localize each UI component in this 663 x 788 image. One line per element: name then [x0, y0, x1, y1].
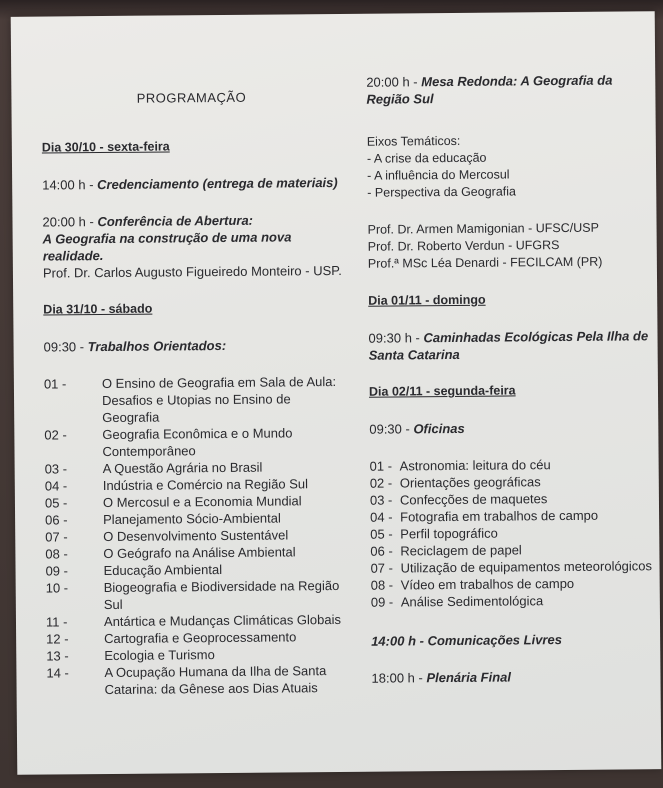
list-item: 08 - Vídeo em trabalhos de campo [370, 575, 575, 593]
entry-time: 09:30 - [43, 339, 88, 355]
conferencia-entry [42, 211, 343, 282]
entry-label: Trabalhos Orientados: [87, 337, 227, 355]
list-item: 07 - O Desenvolvimento Sustentável [45, 527, 289, 545]
list-item: 05 - Perfil topográfico [370, 525, 498, 542]
list-item: 06 - Planejamento Sócio-Ambiental [45, 510, 281, 528]
oficinas-entry [369, 418, 659, 438]
day-title-02-11: Dia 02/11 - segunda-feira [368, 383, 516, 399]
conferencia-theme: A Geografia na construção de uma nova realidade. [42, 229, 292, 264]
trabalhos-entry [44, 336, 344, 356]
entry-time: 09:30 - [369, 421, 414, 437]
list-item: 03 - Confecções de maquetes [369, 491, 548, 508]
entry-text: Credenciamento (entrega de materiais) [97, 174, 338, 193]
eixos-title: Eixos Temáticos: [366, 133, 461, 149]
entry-label: Oficinas [413, 420, 465, 437]
entry-label: Conferência de Abertura: [97, 212, 254, 230]
comunicacoes-entry [371, 630, 661, 650]
entry-text: Comunicações Livres [427, 632, 562, 649]
list-item: 01 - Astronomia: leitura do céu [369, 457, 551, 474]
plenaria-entry [371, 667, 661, 687]
credenciamento-entry [42, 174, 342, 194]
list-item: Prof. Dr. Armen Mamigonian - UFSC/USP [367, 220, 599, 237]
entry-time: 14:00 h - [42, 177, 98, 193]
list-item: - A influência do Mercosul [367, 167, 510, 183]
entry-time: 20:00 h - [42, 214, 98, 230]
list-item: 12 - Cartografia e Geoprocessamento [46, 629, 297, 647]
oficinas-list [370, 455, 661, 611]
left-column [41, 14, 347, 713]
page-title: PROGRAMAÇÃO [136, 89, 247, 106]
list-item: 09 - Educação Ambiental [45, 562, 223, 579]
day-title-01-11: Dia 01/11 - domingo [368, 292, 486, 308]
entry-time: 18:00 h - [371, 670, 427, 686]
list-item: 11 - Antártica e Mudanças Climáticas Globais [45, 611, 342, 630]
right-column [366, 71, 662, 707]
entry-time: 09:30 h - [368, 330, 424, 346]
day-title-31-10: Dia 31/10 - sábado [43, 301, 153, 317]
list-item: 10 - Biogeografia e Biodiversidade na Região Sul [45, 577, 340, 613]
list-item: 14 - A Ocupação Humana da Ilha de Santa Catarina: da Gênese aos Dias Atuais [46, 663, 327, 698]
list-item: 02 - Orientações geográficas [369, 474, 541, 491]
mesa-redonda-entry [366, 71, 656, 108]
list-item: 13 - Ecologia e Turismo [46, 647, 215, 664]
list-item: 08 - O Geógrafo na Análise Ambiental [45, 544, 296, 562]
conferencia-speaker: Prof. Dr. Carlos Augusto Figueiredo Monteiro - USP. [42, 262, 342, 281]
list-item: - A crise da educação [366, 150, 487, 166]
entry-text: Mesa Redonda: A Geografia da Região Sul [366, 72, 613, 107]
list-item: 02 - Geografia Econômica e o Mundo Contemporâneo [44, 425, 293, 460]
list-item: 01 - O Ensino de Geografia em Sala de Aula: Desafios e Utopias no Ensino de Geografia [43, 373, 337, 426]
day-title-30-10: Dia 30/10 - sexta-feira [41, 139, 170, 155]
list-item: Prof.ª MSc Léa Denardi - FECILCAM (PR) [367, 254, 603, 271]
list-item: 09 - Análise Sedimentológica [370, 593, 544, 610]
list-item: 06 - Reciclagem de papel [370, 542, 522, 559]
list-item: 04 - Indústria e Comércio na Região Sul [44, 476, 309, 494]
program-sheet [11, 11, 662, 775]
entry-text: Plenária Final [426, 669, 512, 686]
entry-text: Caminhadas Ecológicas Pela Ilha de Santa Catarina [368, 328, 649, 363]
caminhadas-entry [368, 327, 658, 364]
list-item: 04 - Fotografia em trabalhos de campo [370, 507, 599, 525]
list-item: 03 - A Questão Agrária no Brasil [44, 459, 263, 477]
trabalhos-list [44, 373, 347, 699]
list-item: 07 - Utilização de equipamentos meteorológicos [370, 558, 653, 576]
eixos-tematicos [367, 131, 658, 202]
entry-time: 14:00 h - [371, 633, 428, 649]
entry-time: 20:00 h - [366, 74, 422, 90]
list-item: - Perspectiva da Geografia [367, 184, 517, 200]
professors-list [368, 219, 658, 273]
list-item: Prof. Dr. Roberto Verdun - UFGRS [367, 238, 560, 254]
list-item: 05 - O Mercosul e a Economia Mundial [44, 493, 302, 511]
